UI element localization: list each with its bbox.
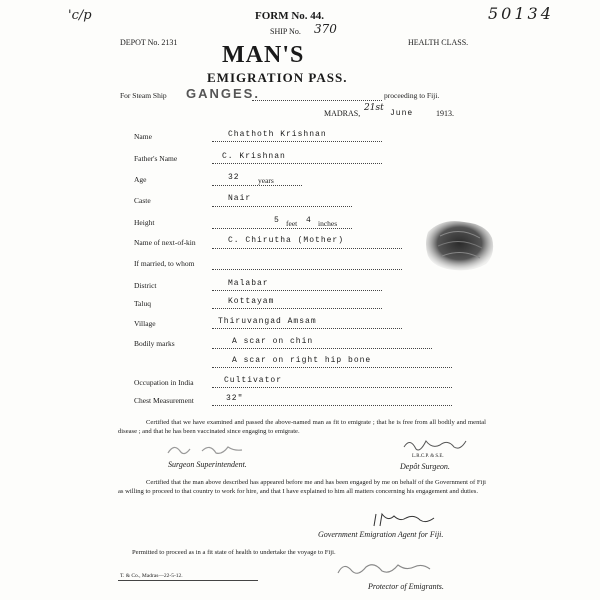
- field-value-mark-1: A scar on chin: [232, 337, 314, 346]
- proceeding-label: proceeding to Fiji.: [384, 91, 440, 100]
- field-value-father: C. Krishnan: [222, 152, 286, 161]
- rule-village: [212, 328, 402, 329]
- field-value-height-feet: 5: [274, 216, 280, 225]
- health-class: HEALTH CLASS.: [408, 38, 469, 47]
- field-label-caste: Caste: [134, 196, 151, 205]
- place-label: MADRAS,: [324, 109, 361, 118]
- depot-surgeon-qualification: L.R.C.P. & S.E.: [412, 454, 444, 459]
- field-label-marks: Bodily marks: [134, 339, 175, 348]
- rule-age: [212, 185, 302, 186]
- field-label-father: Father's Name: [134, 154, 178, 163]
- date-year: 1913.: [436, 109, 454, 118]
- depot-surgeon-title: Depôt Surgeon.: [400, 462, 450, 471]
- corner-mark-left: 'c/p: [68, 8, 92, 23]
- field-value-taluq: Kottayam: [228, 297, 275, 306]
- field-value-name: Chathoth Krishnan: [228, 130, 327, 139]
- depot-surgeon-signature: [400, 435, 470, 455]
- field-label-height: Height: [134, 218, 155, 227]
- field-suffix-feet: feet: [286, 219, 298, 228]
- surgeon-superintendent-title: Surgeon Superintendent.: [168, 460, 247, 469]
- printer-rule: [118, 580, 258, 581]
- field-suffix-inches: inches: [318, 219, 338, 228]
- field-label-district: District: [134, 281, 157, 290]
- field-label-age: Age: [134, 175, 147, 184]
- field-value-village: Thiruvangad Amsam: [218, 317, 317, 326]
- protector-title: Protector of Emigrants.: [368, 582, 444, 591]
- pass-title: MAN'S: [222, 42, 305, 68]
- field-value-height-inches: 4: [306, 216, 312, 225]
- steamship-stamp: GANGES.: [186, 86, 260, 101]
- field-suffix-age: years: [258, 176, 274, 185]
- rule-kin: [212, 248, 402, 249]
- rule-name: [212, 141, 382, 142]
- field-value-caste: Nair: [228, 194, 252, 203]
- rule-taluq: [212, 308, 382, 309]
- field-label-kin: Name of next-of-kin: [134, 238, 196, 247]
- rule-mark-1: [212, 348, 432, 349]
- rule-height: [212, 228, 352, 229]
- agent-title: Government Emigration Agent for Fiji.: [318, 530, 444, 539]
- surgeon-superintendent-signature: [160, 441, 250, 459]
- field-value-district: Malabar: [228, 279, 269, 288]
- medical-certificate-text: Certified that we have examined and passed the above-named man as fit to emigrate ; that he is free from all bodily and mental disease ; and that he has been vaccinated since engaging to emigrate.: [118, 419, 486, 435]
- protector-signature: [334, 557, 434, 581]
- reference-number: 50134: [488, 4, 554, 23]
- field-label-occupation: Occupation in India: [134, 378, 194, 387]
- form-number: FORM No. 44.: [255, 10, 325, 22]
- agent-signature: [368, 508, 440, 530]
- field-value-chest: 32": [226, 394, 244, 403]
- rule-father: [212, 163, 382, 164]
- field-value-mark-2: A scar on right hip bone: [232, 356, 372, 365]
- steamship-rule: [252, 100, 382, 101]
- rule-chest: [212, 405, 452, 406]
- rule-mark-2: [212, 367, 452, 368]
- date-day: 21st: [364, 103, 384, 113]
- field-value-kin: C. Chirutha (Mother): [228, 236, 345, 245]
- field-value-occupation: Cultivator: [224, 376, 283, 385]
- field-label-taluq: Taluq: [134, 299, 151, 308]
- printer-credit: T. & Co., Madras—22-5-12.: [120, 573, 183, 579]
- depot-number: DEPOT No. 2131: [120, 38, 178, 47]
- field-label-village: Village: [134, 319, 156, 328]
- agent-certificate-text: Certified that the man above described has appeared before me and has been engaged by me on behalf of the Government of Fiji as willing to proceed to that country to work for hire, and that I have explained to him all matters concerning his engagement and duties.: [118, 479, 486, 495]
- rule-caste: [212, 206, 352, 207]
- ship-number-label: SHIP No.: [270, 27, 301, 36]
- field-label-chest: Chest Measurement: [134, 396, 194, 405]
- steamship-label: For Steam Ship: [120, 91, 167, 100]
- permit-text: Permitted to proceed as in a fit state of health to undertake the voyage to Fiji.: [132, 549, 336, 556]
- rule-district: [212, 290, 382, 291]
- pass-subtitle: EMIGRATION PASS.: [207, 70, 348, 85]
- rule-married: [212, 269, 402, 270]
- thumbprint-icon: [420, 216, 500, 274]
- date-month: June: [390, 109, 414, 118]
- rule-occupation: [212, 387, 452, 388]
- field-label-name: Name: [134, 132, 152, 141]
- field-value-age: 32: [228, 173, 240, 182]
- ship-number-value: 370: [314, 22, 337, 36]
- field-label-married: If married, to whom: [134, 259, 195, 268]
